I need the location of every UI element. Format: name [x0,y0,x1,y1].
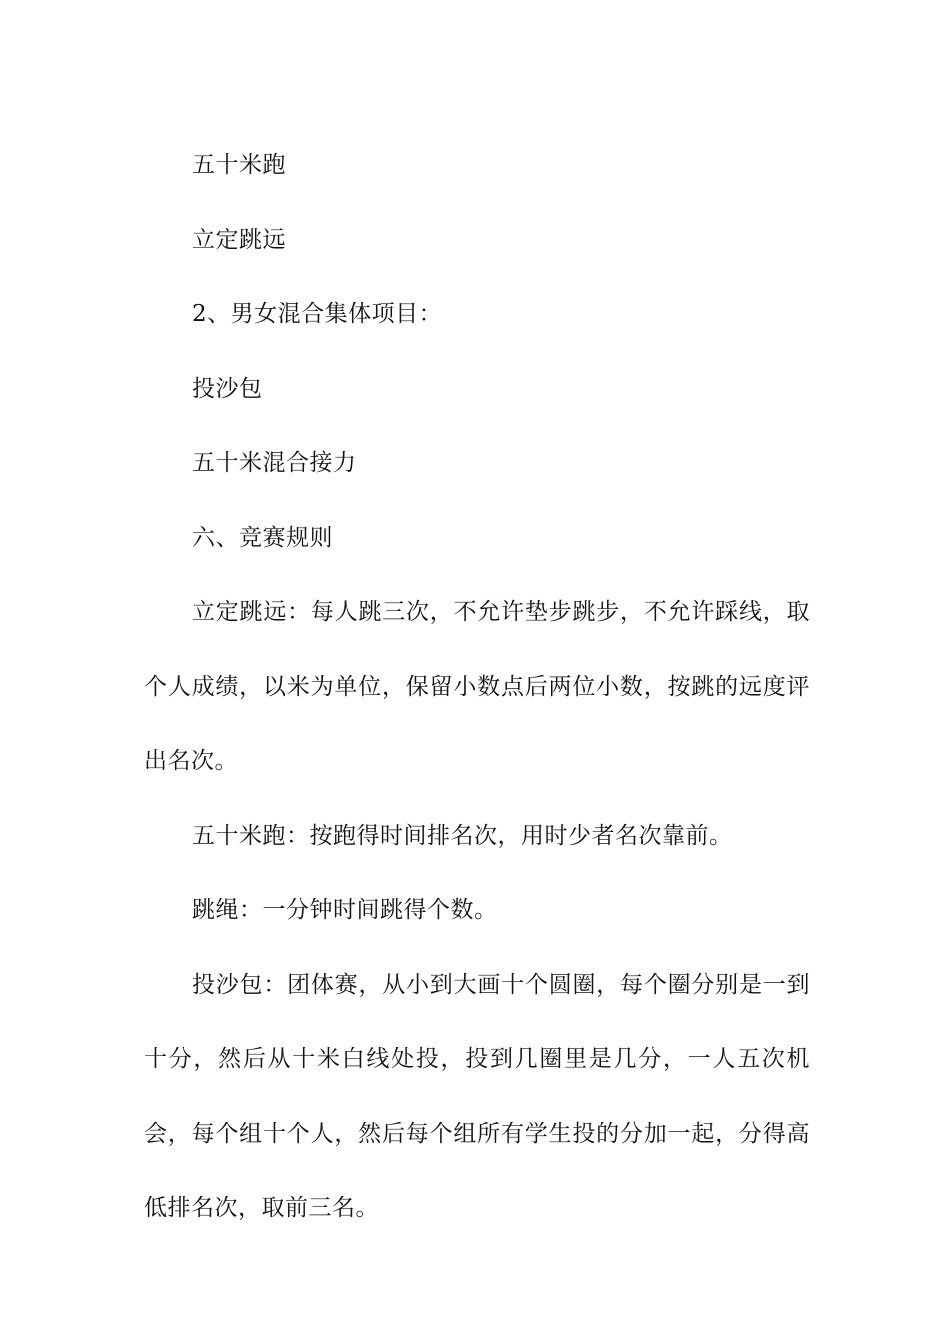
paragraph-item-sandbag-throw: 投沙包 [192,375,263,402]
paragraph-rule-sandbag-throw: 投沙包：团体赛，从小到大画十个圆圈，每个圈分别是一到十分，然后从十米白线处投，投到几圈里是几分，一人五次机会，每个组十个人，然后每个组所有学生投的分加一起，分得高低排名次，取前三名。 [144,971,810,1221]
paragraph-heading-mixed-team-events: 2、男女混合集体项目： [192,301,443,327]
paragraph-item-50m-mixed-relay: 五十米混合接力 [192,450,357,476]
document-body [144,128,810,1246]
paragraph-rule-standing-long-jump: 立定跳远：每人跳三次，不允许垫步跳步，不允许踩线，取个人成绩，以米为单位，保留小数点后两位小数，按跳的远度评出名次。 [144,599,810,774]
paragraph-rule-jump-rope: 跳绳：一分钟时间跳得个数。 [192,897,498,923]
paragraph-item-50m-run: 五十米跑 [192,152,286,178]
paragraph-rule-50m-run: 五十米跑：按跑得时间排名次，用时少者名次靠前。 [192,822,733,849]
paragraph-heading-competition-rules: 六、竞赛规则 [192,524,333,551]
paragraph-item-standing-long-jump: 立定跳远 [192,226,286,253]
